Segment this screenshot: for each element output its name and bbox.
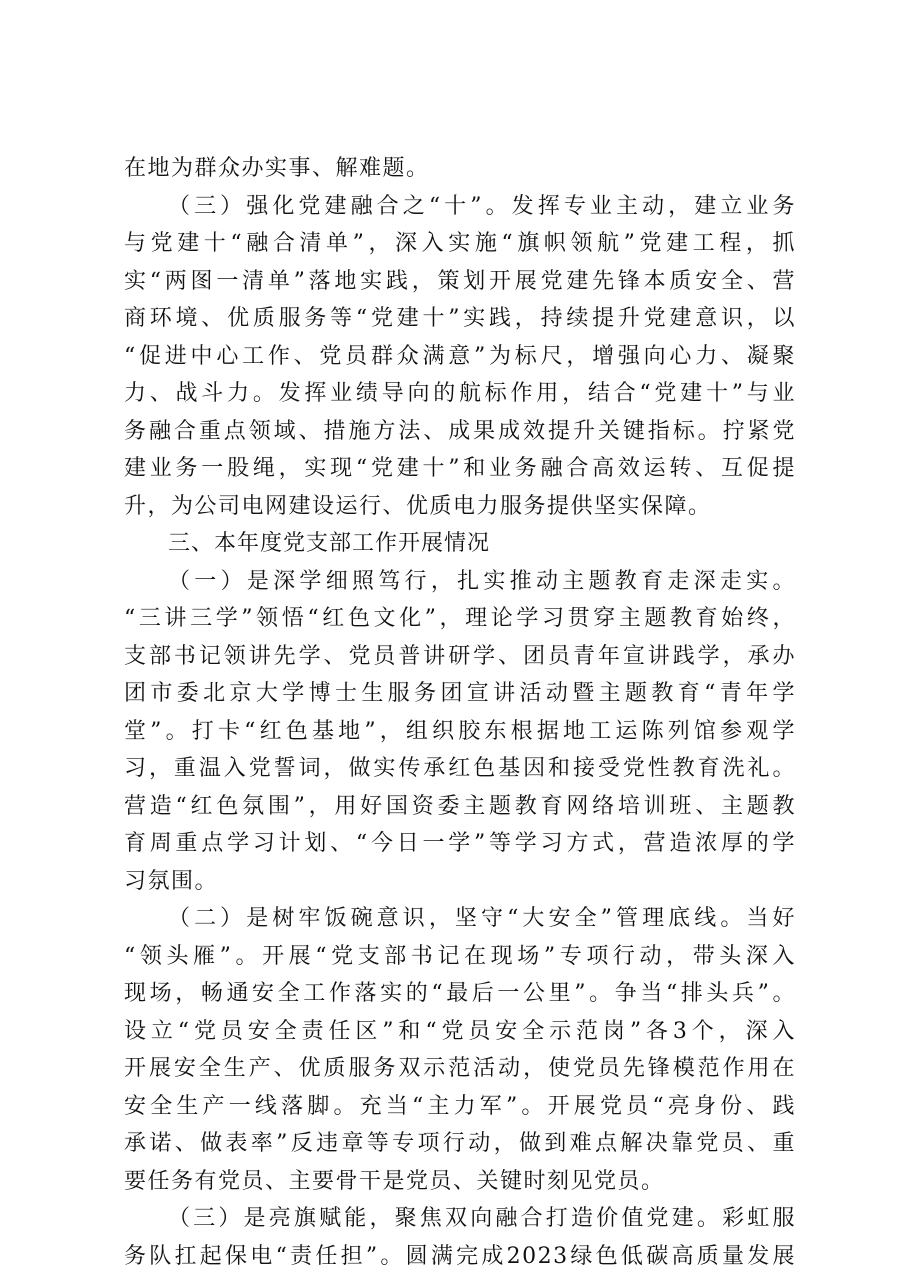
- subsection-heading-line: （三）强化党建融合之“十”。发挥专业主动，建立业务: [168, 193, 796, 219]
- text-line: 团市委北京大学博士生服务团宣讲活动暨主题教育“青年学: [124, 681, 796, 706]
- text-line: “领头雁”。开展“党支部书记在现场”专项行动，带头深入: [124, 943, 796, 969]
- text-line: 堂”。打卡“红色基地”，组织胶东根据地工运陈列馆参观学: [124, 718, 796, 744]
- text-line: 现场，畅通安全工作落实的“最后一公里”。争当“排头兵”。: [124, 981, 796, 1006]
- subsection-heading-line: （二）是树牢饭碗意识，坚守“大安全”管理底线。当好: [168, 906, 796, 931]
- text-line: 与党建十“融合清单”，深入实施“旗帜领航”党建工程，抓: [124, 231, 796, 256]
- text-line: 建业务一股绳，实现“党建十”和业务融合高效运转、互促提: [124, 456, 796, 481]
- text-line: 设立“党员安全责任区”和“党员安全示范岗”各3个，深入: [124, 1018, 796, 1044]
- text-line: 在地为群众办实事、解难题。: [124, 156, 430, 181]
- text-line: “促进中心工作、党员群众满意”为标尺，增强向心力、凝聚: [124, 343, 796, 369]
- text-line: 营造“红色氛围”，用好国资委主题教育网络培训班、主题教: [124, 793, 796, 819]
- text-line: 商环境、优质服务等“党建十”实践，持续提升党建意识，以: [124, 306, 796, 331]
- section-heading: 三、本年度党支部工作开展情况: [168, 531, 491, 556]
- text-line: 育周重点学习计划、“今日一学”等学习方式，营造浓厚的学: [124, 831, 796, 856]
- text-line: 安全生产一线落脚。充当“主力军”。开展党员“亮身份、践: [124, 1093, 796, 1119]
- subsection-heading-line: （一）是深学细照笃行，扎实推动主题教育走深走实。: [168, 568, 796, 594]
- subsection-heading-line: （三）是亮旗赋能，聚焦双向融合打造价值党建。彩虹服: [168, 1206, 796, 1231]
- text-line: “三讲三学”领悟“红色文化”，理论学习贯穿主题教育始终，: [124, 606, 796, 631]
- text-line: 开展安全生产、优质服务双示范活动，使党员先锋模范作用在: [124, 1056, 796, 1081]
- text-line: 升，为公司电网建设运行、优质电力服务提供坚实保障。: [124, 493, 712, 519]
- document-body: [124, 150, 796, 1275]
- text-line: 习氛围。: [124, 868, 219, 894]
- text-line: 支部书记领讲先学、党员普讲研学、团员青年宣讲践学，承办: [124, 643, 796, 669]
- text-line: 务队扛起保电“责任担”。圆满完成2023绿色低碳高质量发展: [124, 1243, 796, 1269]
- text-line: 要任务有党员、主要骨干是党员、关键时刻见党员。: [124, 1168, 665, 1194]
- text-line: 承诺、做表率”反违章等专项行动，做到难点解决靠党员、重: [124, 1131, 796, 1156]
- text-line: 务融合重点领域、措施方法、成果成效提升关键指标。拧紧党: [124, 418, 796, 444]
- text-line: 实“两图一清单”落地实践，策划开展党建先锋本质安全、营: [124, 268, 796, 294]
- text-line: 习，重温入党誓词，做实传承红色基因和接受党性教育洗礼。: [124, 756, 796, 781]
- text-line: 力、战斗力。发挥业绩导向的航标作用，结合“党建十”与业: [124, 381, 796, 406]
